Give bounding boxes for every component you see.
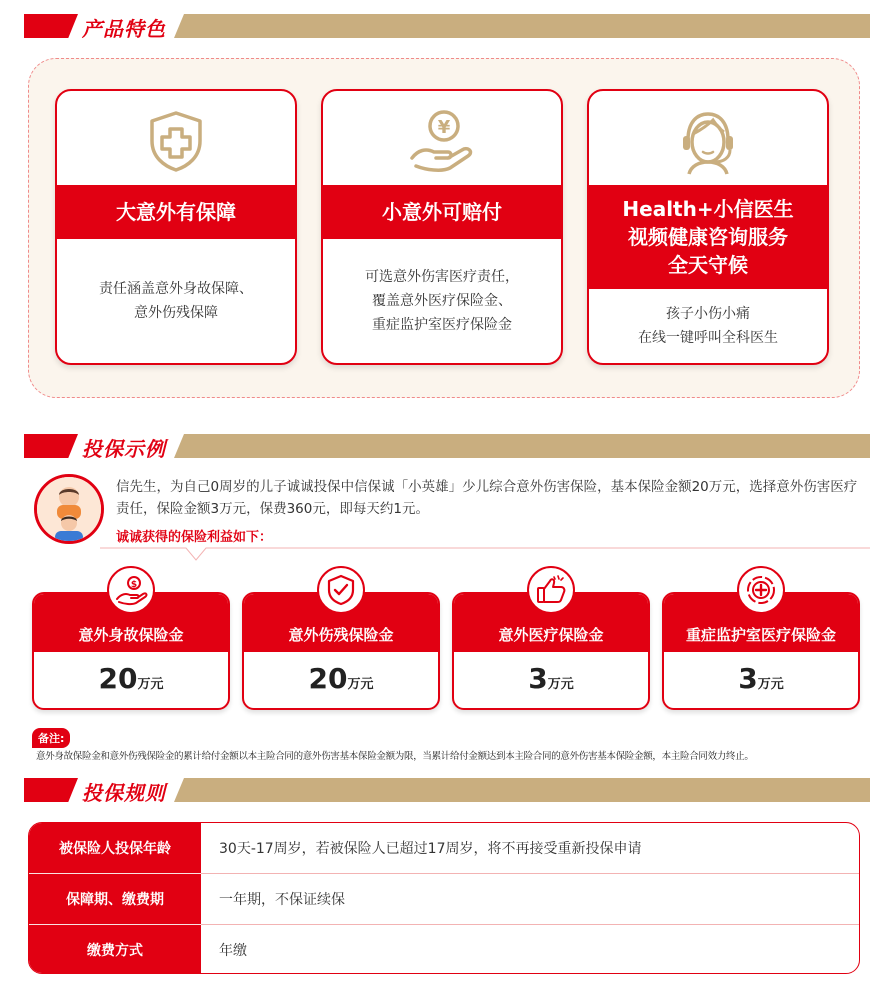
feature-title: 小意外可赔付 (382, 200, 502, 224)
header-gold-bar (174, 778, 870, 802)
benefit-title: 意外医疗保险金 (454, 594, 648, 652)
feature-desc-line: 责任涵盖意外身故保障、 (99, 281, 253, 297)
feature-title-line: 全天守候 (668, 253, 748, 277)
header-gold-bar (174, 14, 870, 38)
shield-plus-icon (57, 103, 295, 179)
benefit-title: 重症监护室医疗保险金 (664, 594, 858, 652)
feature-card-minor-accident (321, 89, 563, 365)
header-gold-bar (174, 434, 870, 458)
speech-bubble-line (100, 546, 870, 566)
table-row (29, 823, 859, 873)
feature-description (323, 239, 561, 363)
hand-yen-coin-icon (323, 103, 561, 179)
rules-table (28, 822, 860, 974)
benefit-amount-number: 3 (738, 662, 758, 695)
benefit-amount-unit: 万元 (757, 677, 784, 692)
feature-title-line: 视频健康咨询服务 (628, 225, 788, 249)
rule-label: 被保险人投保年龄 (29, 823, 201, 873)
doctor-headset-icon (589, 103, 827, 179)
features-panel (28, 58, 860, 398)
benefit-title: 意外伤残保险金 (244, 594, 438, 652)
table-row (29, 925, 859, 974)
benefit-amount (664, 662, 858, 695)
benefit-intro-label: 诚诚获得的保险利益如下： (116, 530, 273, 545)
benefit-amount-unit: 万元 (137, 677, 164, 692)
benefit-amount-unit: 万元 (547, 677, 574, 692)
hand-coin-icon (107, 566, 155, 614)
rule-value: 30天-17周岁，若被保险人已超过17周岁，将不再接受重新投保申请 (219, 841, 642, 857)
feature-desc-line: 意外伤残保障 (134, 305, 218, 321)
benefit-title: 意外身故保险金 (34, 594, 228, 652)
example-section-header (24, 434, 870, 461)
rule-value: 一年期，不保证续保 (219, 892, 345, 908)
benefit-amount-number: 20 (308, 662, 348, 695)
rule-label: 缴费方式 (29, 925, 201, 974)
feature-desc-line: 重症监护室医疗保险金 (372, 317, 512, 333)
table-row (29, 874, 859, 924)
note-text: 意外身故保险金和意外伤残保险金的累计给付金额以本主险合同的意外伤害基本保险金额为限，当累计给付金额达到本主险合同的意外伤害基本保险金额，本主险合同效力终止。 (36, 751, 754, 762)
rule-label: 保障期、缴费期 (29, 874, 201, 924)
medical-cross-circle-icon (737, 566, 785, 614)
svg-text:¥: ¥ (437, 117, 451, 138)
feature-desc-line: 孩子小伤小痛 (666, 306, 750, 322)
feature-desc-line: 在线一键呼叫全科医生 (638, 330, 778, 346)
example-description: 信先生，为自己0周岁的儿子诚诚投保中信保诚「小英雄」少儿综合意外伤害保险，基本保险金额20万元，选择意外伤害医疗责任，保险金额3万元，保费360元，即每天约1元。 (116, 479, 858, 517)
thumbs-up-icon (527, 566, 575, 614)
feature-desc-line: 覆盖意外医疗保险金、 (372, 293, 512, 309)
feature-title-line: Health+小信医生 (622, 197, 794, 221)
rules-title: 投保规则 (82, 781, 166, 805)
feature-description (57, 239, 295, 363)
feature-title: 大意外有保障 (116, 200, 236, 224)
features-section-header (24, 14, 870, 41)
header-red-tag (24, 14, 78, 38)
feature-title-band (57, 185, 295, 239)
feature-card-doctor-consult (587, 89, 829, 365)
feature-title-band (589, 185, 827, 289)
father-son-avatar (34, 474, 104, 544)
benefit-amount (34, 662, 228, 695)
feature-card-major-accident (55, 89, 297, 365)
benefit-amount-unit: 万元 (347, 677, 374, 692)
benefit-amount (454, 662, 648, 695)
header-red-tag (24, 778, 78, 802)
header-red-tag (24, 434, 78, 458)
example-title: 投保示例 (82, 437, 166, 461)
feature-desc-line: 可选意外伤害医疗责任， (365, 269, 519, 285)
note-badge: 备注: (32, 728, 70, 748)
rule-value: 年缴 (219, 943, 247, 959)
features-title: 产品特色 (82, 17, 166, 41)
benefit-amount (244, 662, 438, 695)
shield-check-icon (317, 566, 365, 614)
feature-description (589, 289, 827, 363)
benefit-amount-number: 20 (98, 662, 138, 695)
benefit-amount-number: 3 (528, 662, 548, 695)
feature-title-band (323, 185, 561, 239)
svg-text:$: $ (130, 580, 138, 590)
rules-section-header (24, 778, 870, 805)
